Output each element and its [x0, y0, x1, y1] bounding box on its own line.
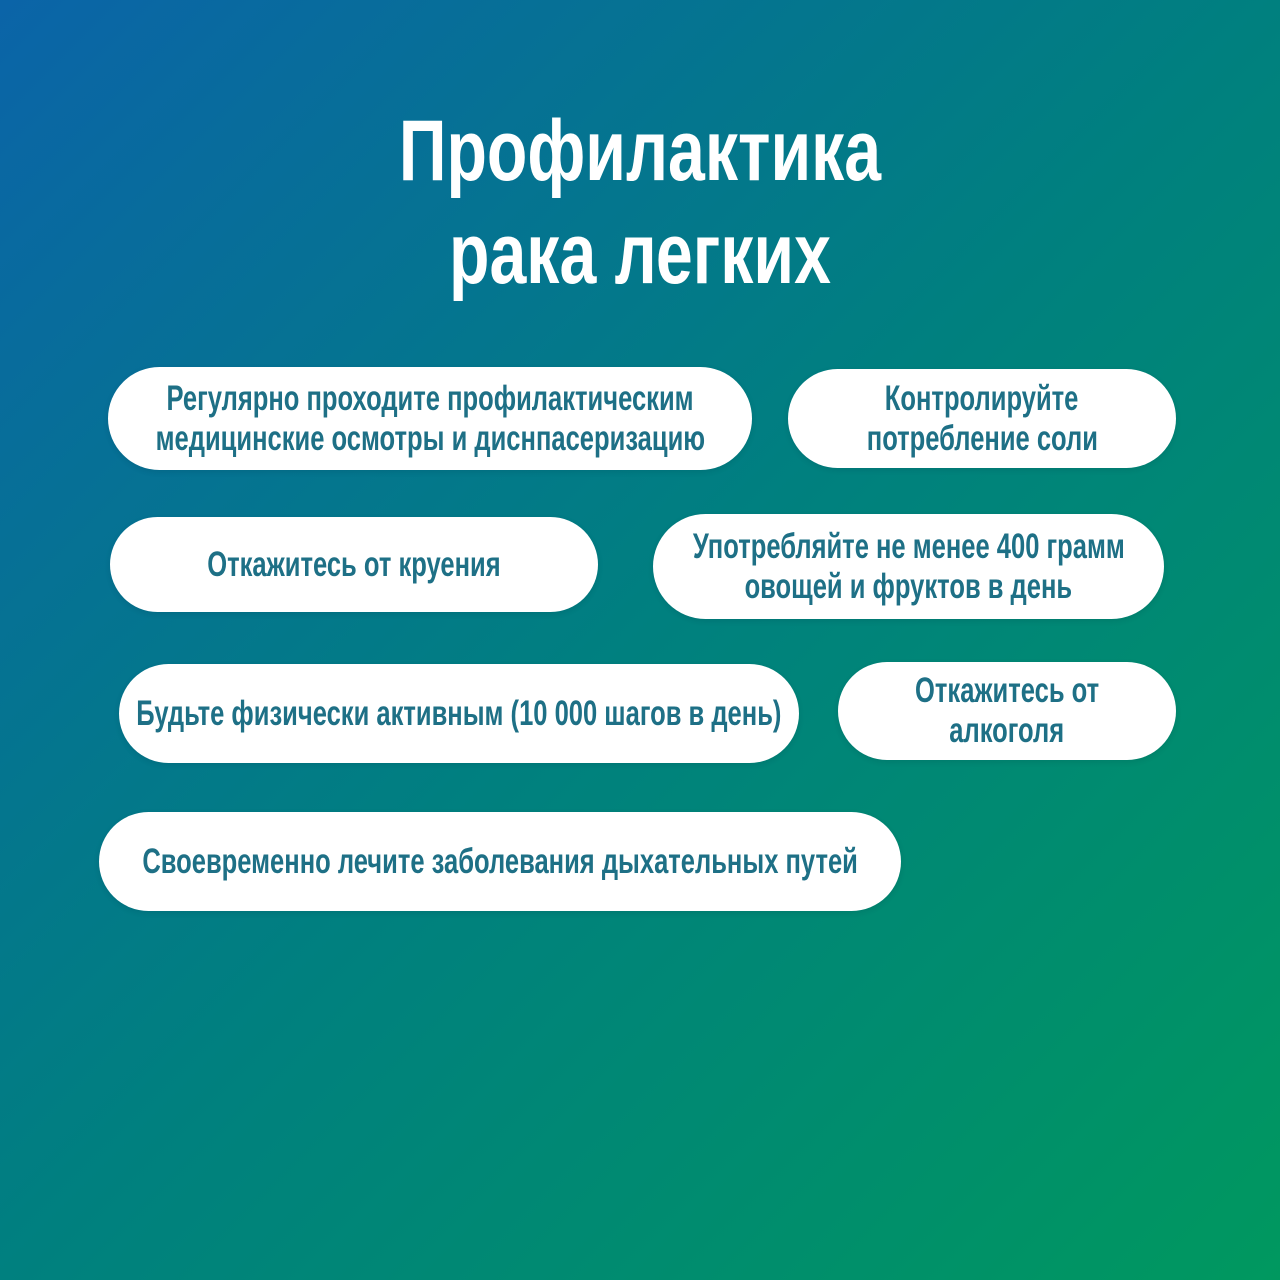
page-title-line-2: рака легких: [449, 206, 831, 302]
card-quit-smoking-line-1: Откажитесь от круения: [207, 544, 501, 584]
card-medical-checkups-line-2: медицинские осмотры и диснпасеризацию: [155, 418, 705, 458]
page-title: [0, 100, 1280, 306]
card-vegetables-fruits: [653, 514, 1164, 619]
card-salt-control-line-2: потребление соли: [866, 418, 1098, 458]
card-quit-alcohol-line-1: Откажитесь от: [914, 671, 1100, 710]
card-physical-activity: [119, 664, 799, 763]
card-quit-alcohol-line-2: алкоголя: [949, 711, 1065, 750]
card-respiratory-treatment-line-1: Своевременно лечите заболевания дыхательных путей: [142, 841, 858, 881]
card-vegetables-fruits-line-2: овощей и фруктов в день: [744, 566, 1073, 606]
card-respiratory-treatment: [99, 812, 901, 911]
page-title-line-1: Профилактика: [398, 103, 882, 199]
card-medical-checkups-line-1: Регулярно проходите профилактическим: [166, 378, 694, 418]
card-vegetables-fruits-line-1: Употребляйте не менее 400 грамм: [692, 526, 1125, 566]
card-quit-smoking: [110, 517, 598, 612]
card-physical-activity-line-1: Будьте физически активным (10 000 шагов в день): [136, 693, 782, 733]
card-medical-checkups: [108, 367, 752, 470]
card-salt-control: [788, 369, 1176, 468]
card-quit-alcohol: [838, 662, 1176, 760]
card-salt-control-line-1: Контролируйте: [885, 378, 1079, 418]
